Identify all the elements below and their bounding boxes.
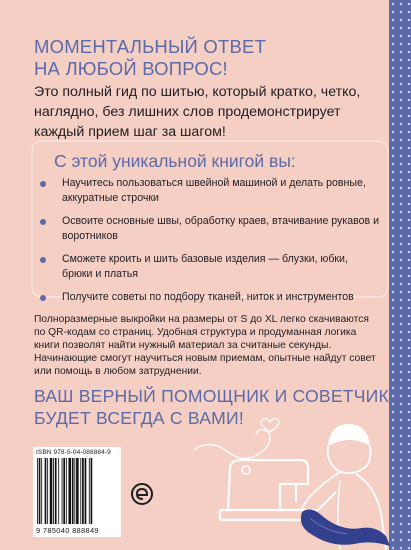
top-heading-line-1: МОМЕНТАЛЬНЫЙ ОТВЕТ	[34, 36, 267, 57]
feature-text: Научитесь пользоваться швейной машиной и делать ровные, аккуратные строчки	[62, 177, 366, 204]
bullet-icon	[40, 257, 46, 263]
feature-text: Освоите основные швы, обработку краев, втачивание рукавов и воротников	[62, 215, 379, 242]
barcode-bars	[36, 458, 118, 524]
feature-item	[40, 290, 380, 305]
bullet-icon	[40, 295, 46, 301]
sewing-machine-illustration	[190, 410, 408, 550]
barcode-digits: 9 785040 888849	[36, 526, 99, 535]
features-list	[40, 176, 380, 313]
barcode-block	[33, 447, 121, 537]
bullet-icon	[40, 181, 46, 187]
feature-item	[40, 214, 380, 244]
description-paragraph: Полноразмерные выкройки на размеры от S до XL легко скачиваются по QR-кодам со страниц. Удобная структура и продуманная логика книги позволят найти нужный материал за считаные секунды. Начинающие смогут научиться новым приемам, опытные найдут совет или помощь в любом затруднении.	[34, 314, 376, 377]
bottom-heading-line-2: БУДЕТ ВСЕГДА С ВАМИ!	[34, 408, 244, 428]
bullet-icon	[40, 219, 46, 225]
feature-item	[40, 252, 380, 282]
isbn-text: ISBN 978-5-04-088884-9	[36, 449, 111, 456]
top-heading	[34, 36, 374, 80]
features-heading: С этой уникальной книгой вы:	[54, 151, 296, 171]
bottom-heading-line-1: ВАШ ВЕРНЫЙ ПОМОЩНИК И СОВЕТЧИК	[34, 386, 389, 406]
feature-text: Получите советы по подбору тканей, ниток и инструментов	[62, 291, 354, 303]
feature-item	[40, 176, 380, 206]
intro-text: Это полный гид по шитью, который кратко, четко, наглядно, без лишних слов продемонстрирует каждый прием шаг за шагом!	[34, 84, 361, 140]
feature-text: Сможете кроить и шить базовые изделия — блузки, юбки, брюки и платья	[62, 253, 348, 280]
publisher-logo-icon	[131, 483, 153, 505]
top-heading-line-2: НА ЛЮБОЙ ВОПРОС!	[34, 58, 228, 79]
